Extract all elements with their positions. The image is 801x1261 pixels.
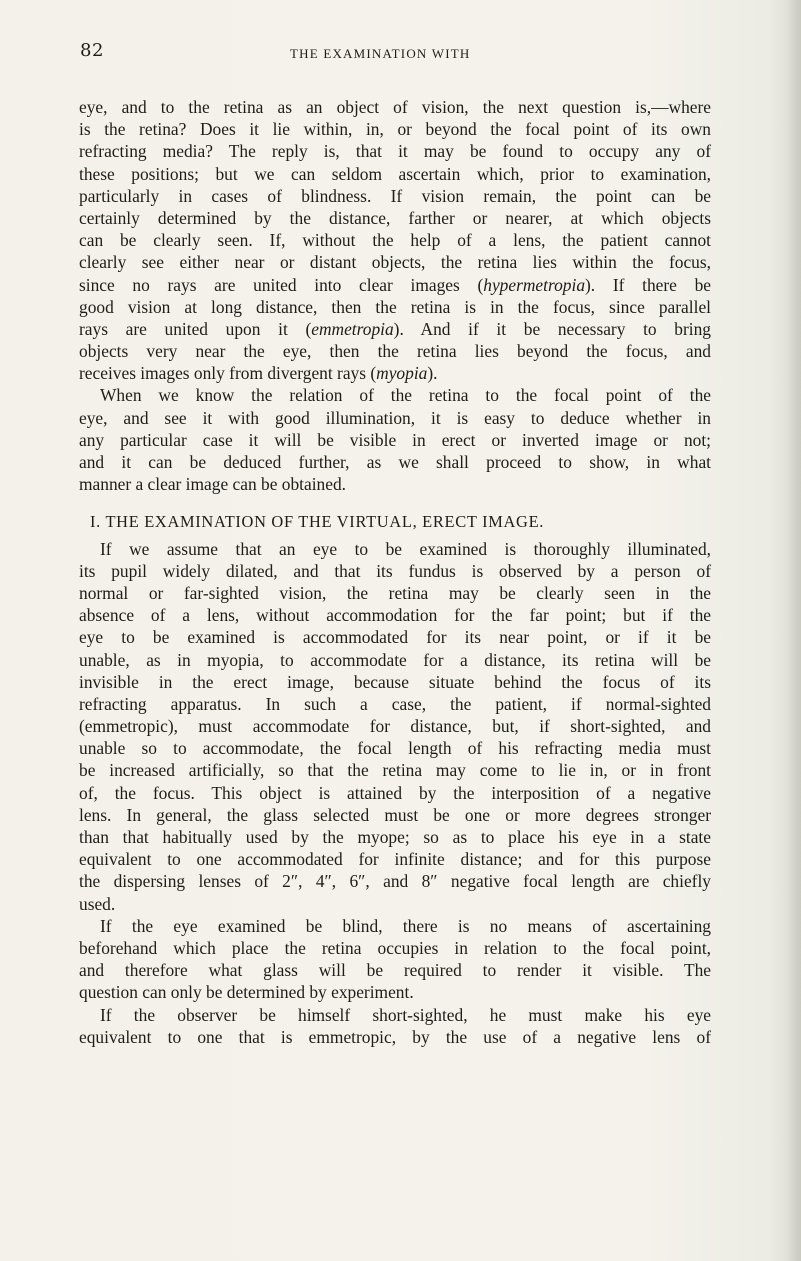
- text-line: is the retina? Does it lie within, in, or beyond the focal point of its own: [79, 119, 711, 140]
- text-line: [79, 318, 711, 340]
- text-line: equivalent to one that is emmetropic, by the use of a negative lens of: [79, 1026, 711, 1047]
- text-line: lens. In general, the glass selected must be one or more degrees stronger: [79, 804, 711, 825]
- running-title: THE EXAMINATION WITH: [290, 46, 471, 61]
- section-heading: I. THE EXAMINATION OF THE VIRTUAL, ERECT IMAGE.: [90, 512, 545, 532]
- text-line: its pupil widely dilated, and that its fundus is observed by a person of: [79, 560, 711, 581]
- text-line: refracting apparatus. In such a case, the patient, if normal-sighted: [79, 693, 711, 714]
- text-line: be increased artificially, so that the retina may come to lie in, or in front: [79, 760, 711, 781]
- text-line: When we know the relation of the retina to the focal point of the: [100, 385, 711, 406]
- text-line: used.: [79, 893, 116, 914]
- text-line: objects very near the eye, then the retina lies beyond the focus, and: [79, 341, 711, 362]
- text-line: [79, 362, 711, 384]
- text-line: and it can be deduced further, as we shall proceed to show, in what: [79, 452, 711, 472]
- text-line: question can only be determined by experiment.: [79, 982, 414, 1003]
- page-edge-shadow: [787, 0, 801, 1261]
- text-line: If we assume that an eye to be examined is thoroughly illuminated,: [100, 538, 711, 559]
- italic-term: hypermetropia: [483, 274, 586, 295]
- text-line: clearly see either near or distant objects, the retina lies within the focus,: [79, 252, 711, 273]
- text-line: refracting media? The reply is, that it may be found to occupy any of: [79, 141, 711, 162]
- text-line: these positions; but we can seldom ascertain which, prior to examination,: [79, 163, 711, 184]
- text-fragment: ). If there be: [585, 274, 711, 295]
- body-text: [79, 96, 711, 1048]
- text-line: eye, and see it with good illumination, it is easy to deduce whether in: [79, 407, 711, 428]
- text-line: beforehand which place the retina occupies in relation to the focal point,: [79, 937, 711, 958]
- text-fragment: ).: [427, 363, 438, 384]
- text-line: (emmetropic), must accommodate for distance, but, if short-sighted, and: [79, 716, 711, 737]
- text-line: eye to be examined is accommodated for its near point, or if it be: [79, 627, 711, 648]
- text-line: particularly in cases of blindness. If vision remain, the point can be: [79, 185, 711, 206]
- text-line: than that habitually used by the myope; so as to place his eye in a state: [79, 827, 711, 847]
- text-line: equivalent to one accommodated for infinite distance; and for this purpose: [79, 849, 711, 870]
- text-line: normal or far-sighted vision, the retina may be clearly seen in the: [79, 582, 711, 603]
- text-line: unable, as in myopia, to accommodate for a distance, its retina will be: [79, 649, 711, 670]
- page-number: 82: [80, 40, 104, 61]
- text-line: certainly determined by the distance, farther or nearer, at which objects: [79, 207, 711, 228]
- text-line: unable so to accommodate, the focal length of his refracting media must: [79, 738, 711, 759]
- text-fragment: rays are united upon it (: [79, 318, 312, 339]
- text-fragment: ). And if it be necessary to bring: [393, 318, 711, 339]
- italic-term: myopia: [376, 363, 428, 384]
- text-line: good vision at long distance, then the retina is in the focus, since parallel: [79, 296, 711, 317]
- text-line: If the eye examined be blind, there is no means of ascertaining: [100, 915, 711, 936]
- text-line: invisible in the erect image, because situate behind the focus of its: [79, 671, 711, 692]
- text-line: any particular case it will be visible in erect or inverted image or not;: [79, 429, 711, 450]
- italic-term: emmetropia: [311, 318, 394, 339]
- text-fragment: receives images only from divergent rays (: [79, 363, 377, 384]
- text-line: can be clearly seen. If, without the help of a lens, the patient cannot: [79, 230, 711, 251]
- text-line: absence of a lens, without accommodation for the far point; but if the: [79, 605, 711, 626]
- text-line: eye, and to the retina as an object of vision, the next question is,—where: [79, 97, 711, 117]
- text-line: manner a clear image can be obtained.: [79, 474, 346, 495]
- text-line: of, the focus. This object is attained by the interposition of a negative: [79, 782, 711, 803]
- text-line: [79, 274, 711, 296]
- text-fragment: since no rays are united into clear images (: [79, 274, 484, 295]
- text-line: and therefore what glass will be required to render it visible. The: [79, 960, 711, 981]
- text-line: If the observer be himself short-sighted, he must make his eye: [100, 1004, 711, 1025]
- text-line: the dispersing lenses of 2″, 4″, 6″, and 8″ negative focal length are chiefly: [79, 871, 711, 892]
